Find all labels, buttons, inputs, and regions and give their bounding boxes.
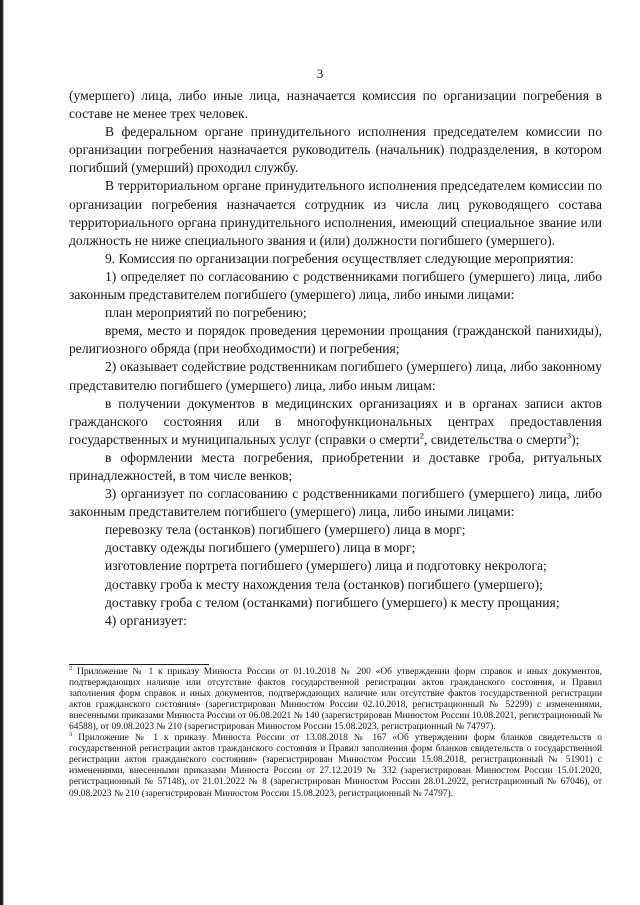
list-item-1-ceremony: время, место и порядок проведения церемонии прощания (гражданской панихиды), религиозного обряда (при необходимости) и погребения; [69,323,602,357]
footnote-separator [69,664,209,665]
paragraph-continuation: (умершего) лица, либо иные лица, назначается комиссия по организации погребения в составе не менее трех человек. [69,88,602,122]
document-body [69,87,602,630]
footnote-3-text: Приложение № 1 к приказу Минюста России от 13.08.2018 № 167 «Об утверждении форм бланков свидетельств о государственной регистрации актов гражданского состояния и Правил заполнения форм бланков свидетельств о государственной регистрации актов гражданского состояния» (зарегистрирован Минюстом России 15.08.2018, регистрационный № 51901) с изменениями, внесенными приказами Минюста России от 27.12.2019 № 332 (зарегистрирован Минюстом России 15.01.2020, регистрационный № 57148), от 21.01.2022 № 8 (зарегистрирован Минюстом России 28.01.2022, регистрационный № 67046), от 09.08.2023 № 210 (зарегистрирован Минюстом России 15.08.2023, регистрационный № 74797). [69,733,602,799]
list-item-3-clothing: доставку одежды погибшего (умершего) лица в морг; [105,540,416,556]
list-item-3-coffin-delivery: доставку гроба к месту нахождения тела (останков) погибшего (умершего); [105,576,543,592]
footnote-2-text: Приложение № 1 к приказу Минюста России от 01.10.2018 № 200 «Об утверждении форм справок и иных документов, подтверждающих наличие или отсутствие фактов государственной регистрации актов гражданского состояния, и Правил заполнения форм справок и иных документов, подтверждающих наличие или отсутствие фактов государственной регистрации актов гражданского состояния» (зарегистрирован Минюстом России 02.10.2018, регистрационный № 52299) с изменениями, внесенными приказами Минюста России от 06.08.2021 № 140 (зарегистрирован Минюстом России 10.08.2021, регистрационный № 64588), от 09.08.2023 № 210 (зарегистрирован Минюстом России 15.08.2023, регистрационный № 74797). [69,667,602,733]
paragraph-item-9: 9. Комиссия по организации погребения осуществляет следующие мероприятия: [105,250,574,266]
list-item-1-plan: план мероприятий по погребению; [105,305,307,321]
page-number: 3 [316,66,324,81]
list-item-3: 3) организует по согласованию с родственниками погибшего (умершего) лица, либо законным представителем погибшего (умершего) лица, либо иными лицами: [69,486,602,520]
documents-text-part-2: , свидетельства о смерти [424,431,567,447]
footnote-3 [69,733,602,799]
paragraph-federal-body-chair: В федеральном органе принудительного исполнения председателем комиссии по организации погребения назначается руководитель (начальник) подразделения, в котором погибший (умерший) проходил службу. [69,124,602,176]
list-item-4: 4) организует: [105,612,187,628]
list-item-3-transport-body: перевозку тела (останков) погибшего (умершего) лица в морг; [105,522,466,538]
footnote-mark-2: 2 [69,664,73,672]
list-item-2-burial-place: в оформлении места погребения, приобретении и доставке гроба, ритуальных принадлежностей, в том числе венков; [69,449,602,483]
list-item-3-coffin-farewell: доставку гроба с телом (останками) погибшего (умершего) к месту прощания; [105,594,560,610]
footnotes [69,664,602,800]
scan-edge [0,0,4,905]
list-item-2: 2) оказывает содействие родственникам погибшего (умершего) лица, либо законному представителю погибшего (умершего) лица, либо иным лицам: [69,359,602,393]
documents-text-part-1: в получении документов в медицинских организациях и в органах записи актов гражданского состояния или в многофункциональных центрах предоставления государственных и муниципальных услуг (справки о смерти [69,395,602,447]
list-item-3-portrait: изготовление портрета погибшего (умершего) лица и подготовку некролога; [105,558,547,574]
documents-text-part-3: ); [571,431,580,447]
list-item-2-documents [69,395,602,449]
footnote-ref-2[interactable]: 2 [419,430,425,441]
footnote-mark-3: 3 [69,731,73,739]
footnote-2 [69,664,602,733]
list-item-1: 1) определяет по согласованию с родственниками погибшего (умершего) лица, либо законным представителем погибшего (умершего) лица, либо иными лицами: [69,268,602,303]
footnote-ref-3[interactable]: 3 [566,430,572,441]
paragraph-territorial-body-chair: В территориальном органе принудительного исполнения председателем комиссии по организации погребения назначается сотрудник из числа лиц руководящего состава территориального органа принудительного исполнения, имеющий специальное звание или должность не ниже специального звания и (или) должности погибшего (умершего). [69,178,602,248]
